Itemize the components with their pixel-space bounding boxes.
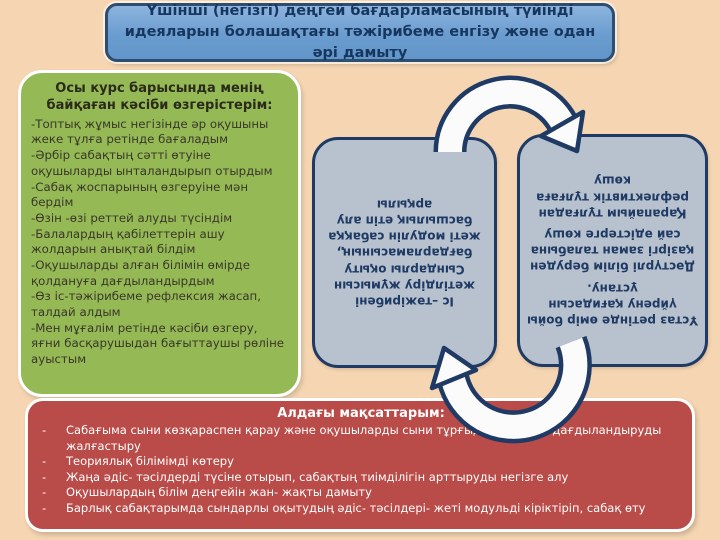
goal-item <box>40 423 682 454</box>
goal-text: Сабағыма сыни көзқараспен қарау және оқушыларды сыни тұрғыдан ойлауға дағдыландыруды жалғастыру <box>66 422 662 453</box>
goal-bullet: - <box>42 501 47 516</box>
goal-item <box>40 454 682 470</box>
observation-item: -Әрбір сабақтың сәтті өтуіне оқушыларды ынталандырып отырдым <box>31 148 273 178</box>
goal-text: Жаңа әдіс- тәсілдерді түсіне отырып, сабақтың тиімділігін арттыруды негізге алу <box>66 469 569 484</box>
observation-item: -Мен мұғалім ретінде кәсіби өзгеру, яғни басқарушыдан бағыттаушы рөліне ауыстым <box>31 320 285 367</box>
cycle-teacher-paragraph: Ұстаз ретінде өмір бойы үйрену қағидасын ұстану. <box>527 280 698 328</box>
observation-item: -Өзін -өзі реттей алуды түсіндім <box>31 210 233 225</box>
cycle-teacher-paragraph: Дәстүрлі білім беруден қазіргі заман талабына сай әдістерге көшу <box>530 227 695 274</box>
goal-text: Барлық сабақтарымда сындарлы оқытудың әдіс- тәсілдері- жеті модульді кіріктіріп, сабақ өту <box>66 501 646 516</box>
goal-text: Оқушылардың білім деңгейін жан- жақты дамыту <box>66 485 372 500</box>
goal-item <box>40 501 682 517</box>
goals-heading: Алдағы мақсаттарым: <box>277 406 445 421</box>
cycle-box-teacher-text <box>520 168 705 334</box>
goal-item <box>40 470 682 486</box>
cycle-box-practice <box>312 137 497 368</box>
observation-item: -Өз іс-тәжірибеме рефлексия жасап, талдай алдым <box>31 289 262 320</box>
observations-panel <box>18 70 301 397</box>
slide-title: Үшінші (негізгі) деңгей бағдарламасының түйінді идеяларын болашақтағы тәжірибеме енгізу және одан әрі дамыту <box>124 2 596 62</box>
observation-item: -Балалардың қабілеттерін ашу жолдарын анықтай білдім <box>31 226 225 257</box>
observation-item: -Сабақ жоспарының өзгеруіне мән бердім <box>31 179 249 210</box>
goal-item <box>40 485 682 501</box>
goal-bullet: - <box>42 454 47 469</box>
goal-bullet: - <box>42 422 47 437</box>
cycle-box-teacher <box>517 134 708 367</box>
goal-text: Теориялық білімімді көтеру <box>66 454 234 469</box>
observation-item: -Оқушыларды алған білімін өмірде қолдануға дағдыландырдым <box>31 257 250 288</box>
goals-panel <box>25 398 695 532</box>
goal-bullet: - <box>42 485 47 500</box>
goal-bullet: - <box>42 469 47 484</box>
observation-item: -Топтық жұмыс негізінде әр оқушыны жеке тұлға ретінде бағаладым <box>31 116 269 147</box>
cycle-box-practice-text: Іс –тәжірибені жетілдіру жұмысын Сындарлы оқыту бағдарламасының, жеті модулін сабаққа басшылық етіп алу арқылы <box>328 197 481 309</box>
cycle-teacher-paragraph: Қарапайым тұлғадан рефлективтік тұлғаға көшу <box>536 173 689 221</box>
slide-title-box <box>105 3 615 62</box>
observations-heading: Осы курс барысында менің байқаған кәсіби өзгерістерім: <box>46 81 273 113</box>
